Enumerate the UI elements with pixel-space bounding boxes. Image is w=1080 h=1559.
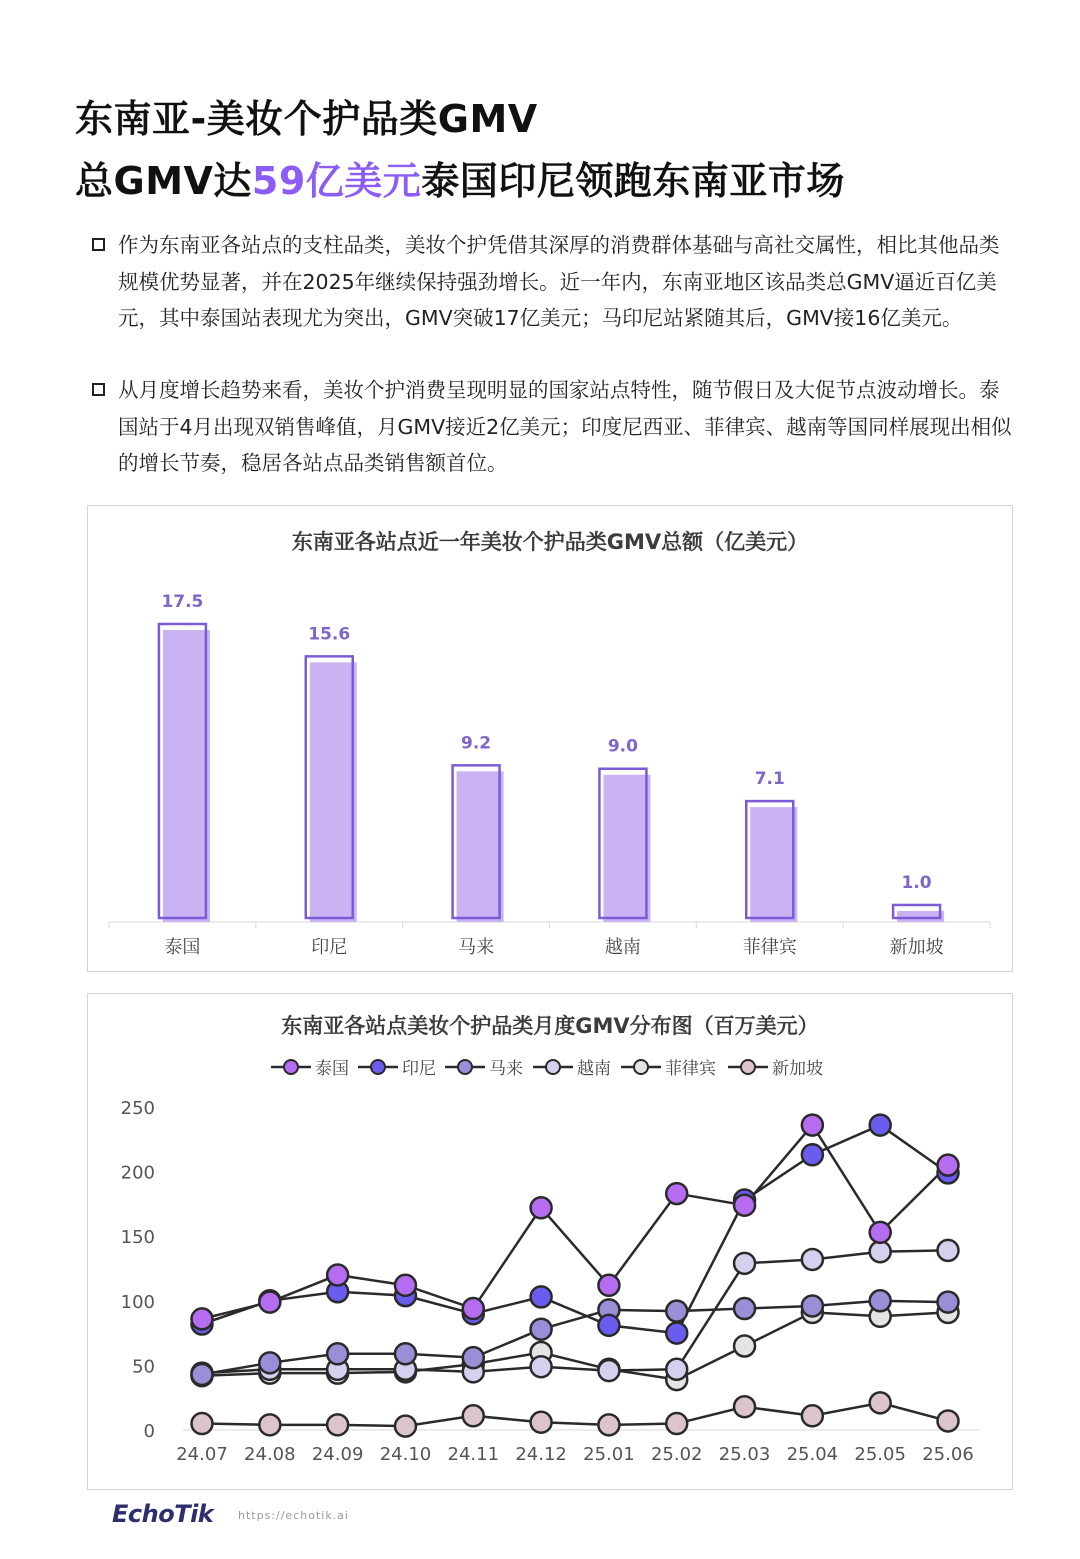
x-tick-label: 24.10 xyxy=(379,1444,432,1465)
x-tick-label: 25.02 xyxy=(650,1444,703,1465)
y-tick-label: 150 xyxy=(120,1227,155,1249)
square-bullet-icon xyxy=(92,238,105,251)
footer-url: https://echotik.ai xyxy=(238,1509,349,1522)
data-point xyxy=(259,1352,280,1373)
data-point xyxy=(938,1410,959,1431)
bar-value-label: 9.2 xyxy=(461,733,492,754)
data-point xyxy=(531,1412,552,1433)
data-point xyxy=(259,1292,280,1313)
y-tick-label: 100 xyxy=(120,1291,155,1313)
legend-item xyxy=(358,1059,436,1079)
x-tick-label: 25.05 xyxy=(854,1444,906,1465)
page-title-line-2 xyxy=(75,150,845,205)
y-tick-label: 250 xyxy=(120,1098,155,1119)
bullet-text: 作为东南亚各站点的支柱品类，美妆个护凭借其深厚的消费群体基础与高社交属性，相比其他品类规模优势显著，并在2025年继续保持强劲增长。近一年内，东南亚地区该品类总GMV逼近百亿美元，其中泰国站表现尤为突出，GMV突破17亿美元；马印尼站紧随其后，GMV接16亿美元。 xyxy=(118,233,1000,330)
legend-label: 新加坡 xyxy=(772,1059,823,1079)
data-point xyxy=(395,1275,416,1296)
legend-marker xyxy=(284,1060,298,1074)
bullet-paragraph xyxy=(92,227,1012,337)
data-point xyxy=(870,1115,891,1136)
x-tick-label: 25.03 xyxy=(718,1444,771,1465)
data-point xyxy=(734,1253,755,1274)
legend-label: 越南 xyxy=(577,1059,611,1079)
y-tick-label: 200 xyxy=(120,1162,155,1184)
square-bullet-icon xyxy=(92,383,105,396)
legend-label: 印尼 xyxy=(402,1059,436,1079)
data-point xyxy=(870,1241,891,1262)
data-point xyxy=(734,1298,755,1319)
bar-value-label: 7.1 xyxy=(754,769,785,790)
data-point xyxy=(463,1298,484,1319)
bar xyxy=(163,630,210,922)
legend-marker xyxy=(546,1060,560,1074)
x-tick-label: 24.07 xyxy=(176,1444,228,1465)
data-point xyxy=(327,1343,348,1364)
data-point xyxy=(802,1295,823,1316)
data-point xyxy=(666,1323,687,1344)
bar-chart-panel xyxy=(87,505,1013,972)
data-point xyxy=(870,1290,891,1311)
data-point xyxy=(192,1364,213,1385)
bar-chart xyxy=(88,506,1012,971)
y-tick-label: 50 xyxy=(132,1356,155,1378)
series-line xyxy=(202,1125,948,1333)
legend-marker xyxy=(741,1060,755,1074)
bar xyxy=(750,807,797,922)
x-tick-label: 25.04 xyxy=(786,1444,839,1465)
echotik-logo: EchoTik xyxy=(112,1500,214,1528)
bar xyxy=(897,911,944,922)
x-tick-label: 25.01 xyxy=(583,1444,635,1465)
legend-marker xyxy=(371,1060,385,1074)
category-label: 印尼 xyxy=(311,937,348,958)
bar xyxy=(603,775,650,922)
data-point xyxy=(802,1115,823,1136)
y-tick-label: 0 xyxy=(143,1421,155,1442)
legend-label: 泰国 xyxy=(315,1059,349,1079)
category-label: 马来 xyxy=(458,937,495,958)
bar xyxy=(310,662,357,922)
bar-value-label: 17.5 xyxy=(161,592,204,612)
title-suffix: 泰国印尼领跑东南亚市场 xyxy=(421,159,845,203)
x-tick-label: 24.12 xyxy=(515,1444,567,1465)
data-point xyxy=(327,1264,348,1285)
title-prefix: 总GMV达 xyxy=(75,159,252,203)
data-point xyxy=(666,1183,687,1204)
data-point xyxy=(327,1414,348,1435)
data-point xyxy=(734,1336,755,1357)
data-point xyxy=(395,1416,416,1437)
legend-item xyxy=(621,1059,716,1079)
line-chart xyxy=(88,994,1012,1489)
legend-item xyxy=(271,1059,349,1079)
data-point xyxy=(531,1319,552,1340)
data-point xyxy=(666,1359,687,1380)
line-chart-panel xyxy=(87,993,1013,1490)
legend-label: 马来 xyxy=(489,1059,523,1079)
data-point xyxy=(666,1413,687,1434)
data-point xyxy=(938,1240,959,1261)
bar-value-label: 1.0 xyxy=(901,872,932,893)
category-label: 新加坡 xyxy=(889,937,944,958)
data-point xyxy=(531,1286,552,1307)
category-label: 泰国 xyxy=(164,937,201,958)
bar-value-label: 15.6 xyxy=(308,624,351,645)
legend-item xyxy=(533,1059,611,1079)
data-point xyxy=(938,1155,959,1176)
data-point xyxy=(531,1356,552,1377)
bar xyxy=(457,771,504,922)
bullet-paragraph xyxy=(92,372,1012,482)
data-point xyxy=(598,1414,619,1435)
data-point xyxy=(463,1405,484,1426)
legend-marker xyxy=(458,1060,472,1074)
bar-value-label: 9.0 xyxy=(607,736,638,757)
page-title-line-1: 东南亚-美妆个护品类GMV xyxy=(75,97,538,141)
x-tick-label: 24.11 xyxy=(447,1444,500,1465)
series-line xyxy=(202,1125,948,1319)
legend-marker xyxy=(634,1060,648,1074)
x-tick-label: 25.06 xyxy=(922,1444,974,1465)
bar-chart-title: 东南亚各站点近一年美妆个护品类GMV总额（亿美元） xyxy=(291,530,809,554)
legend-label: 菲律宾 xyxy=(665,1059,716,1079)
data-point xyxy=(802,1144,823,1165)
data-point xyxy=(531,1197,552,1218)
data-point xyxy=(598,1360,619,1381)
legend-item xyxy=(728,1059,823,1079)
data-point xyxy=(395,1343,416,1364)
legend-item xyxy=(445,1059,523,1079)
data-point xyxy=(192,1413,213,1434)
x-tick-label: 24.09 xyxy=(311,1444,364,1465)
data-point xyxy=(192,1308,213,1329)
title-highlight: 59亿美元 xyxy=(251,159,422,203)
data-point xyxy=(734,1195,755,1216)
x-tick-label: 24.08 xyxy=(244,1444,296,1465)
data-point xyxy=(802,1405,823,1426)
category-label: 菲律宾 xyxy=(742,937,797,958)
data-point xyxy=(870,1222,891,1243)
line-chart-title: 东南亚各站点美妆个护品类月度GMV分布图（百万美元） xyxy=(281,1014,819,1038)
data-point xyxy=(734,1396,755,1417)
data-point xyxy=(938,1292,959,1313)
data-point xyxy=(598,1275,619,1296)
category-label: 越南 xyxy=(604,937,641,958)
series-line xyxy=(202,1403,948,1426)
data-point xyxy=(598,1315,619,1336)
data-point xyxy=(870,1392,891,1413)
data-point xyxy=(666,1301,687,1322)
bullet-text: 从月度增长趋势来看，美妆个护消费呈现明显的国家站点特性，随节假日及大促节点波动增长。泰国站于4月出现双销售峰值，月GMV接近2亿美元；印度尼西亚、菲律宾、越南等国同样展现出相似的增长节奏，稳居各站点品类销售额首位。 xyxy=(118,378,1012,475)
data-point xyxy=(259,1414,280,1435)
data-point xyxy=(463,1347,484,1368)
data-point xyxy=(802,1249,823,1270)
